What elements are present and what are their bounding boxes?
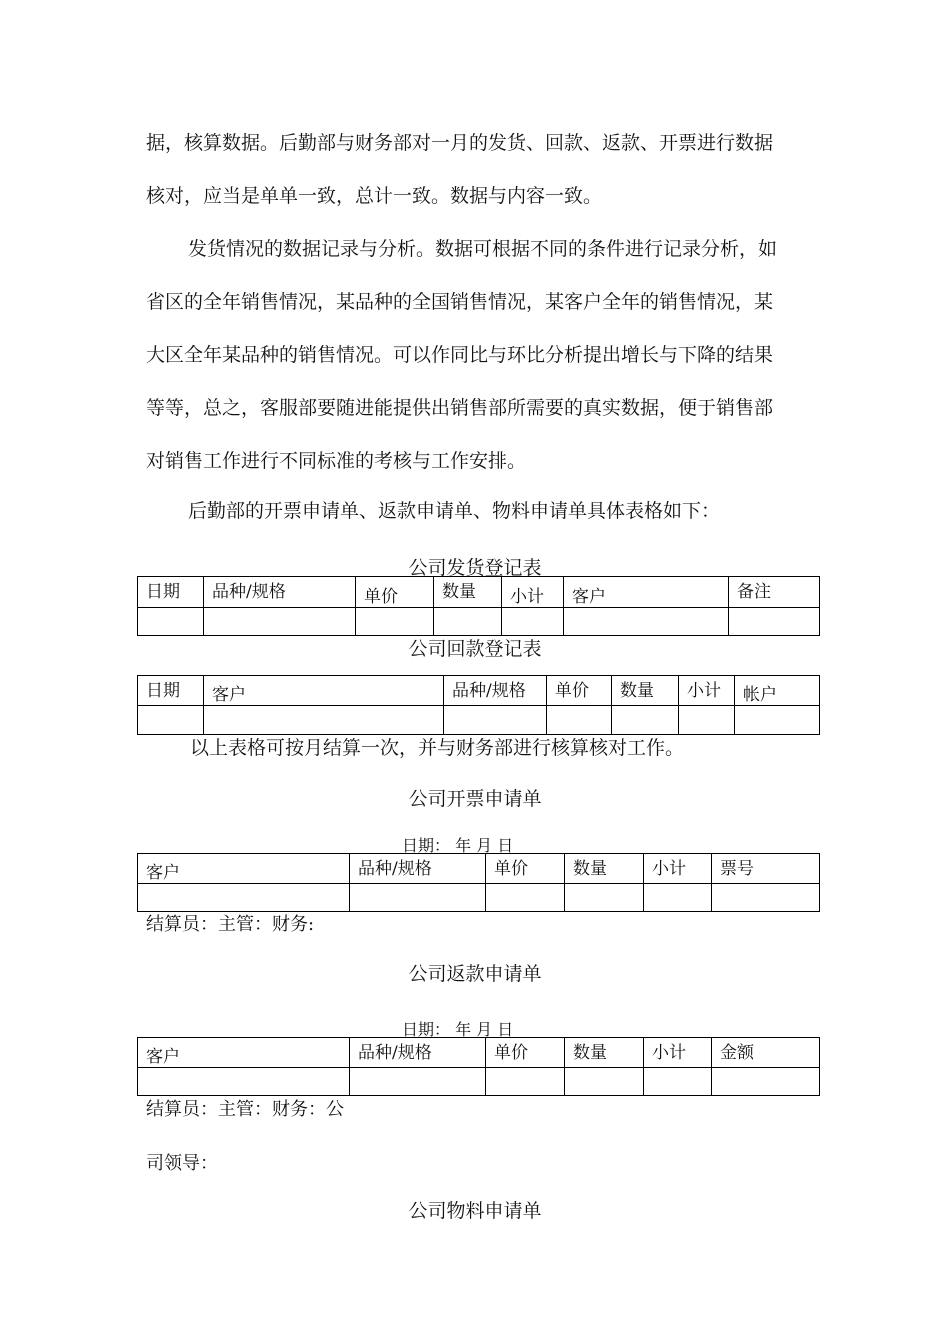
table-cell bbox=[356, 608, 434, 636]
header-cell: 单价 bbox=[486, 854, 565, 884]
header-cell: 数量 bbox=[565, 1038, 644, 1068]
header-cell: 客户 bbox=[204, 676, 444, 706]
table-header-row bbox=[138, 1038, 820, 1068]
table-cell bbox=[565, 1068, 644, 1096]
table-cell bbox=[612, 706, 679, 735]
table-row bbox=[138, 608, 820, 636]
table-cell bbox=[729, 608, 820, 636]
table-cell bbox=[565, 884, 644, 912]
table-header-row bbox=[138, 577, 820, 608]
table-header-row bbox=[138, 676, 820, 706]
header-cell: 小计 bbox=[502, 577, 564, 608]
header-cell: 品种/规格 bbox=[204, 577, 356, 608]
header-cell: 客户 bbox=[138, 1038, 350, 1068]
header-cell: 帐户 bbox=[735, 676, 820, 706]
rebate-form-title: 公司返款申请单 bbox=[408, 963, 542, 985]
table-cell bbox=[486, 1068, 565, 1096]
table-cell bbox=[434, 608, 502, 636]
table-cell bbox=[138, 608, 204, 636]
paragraph-line: 发货情况的数据记录与分析。数据可根据不同的条件进行记录分析，如 bbox=[188, 238, 778, 260]
invoice-signatures: 结算员：主管：财务: bbox=[146, 914, 315, 935]
table-cell bbox=[679, 706, 735, 735]
table-cell bbox=[735, 706, 820, 735]
header-cell: 客户 bbox=[138, 854, 350, 884]
monthly-note: 以上表格可按月结算一次，并与财务部进行核算核对工作。 bbox=[190, 737, 685, 759]
paragraph-line: 省区的全年销售情况，某品种的全国销售情况，某客户全年的销售情况，某 bbox=[146, 291, 774, 313]
header-cell: 客户 bbox=[564, 577, 729, 608]
table-row bbox=[138, 884, 820, 912]
table-row bbox=[138, 1068, 820, 1096]
header-cell: 票号 bbox=[712, 854, 820, 884]
table-cell bbox=[644, 884, 712, 912]
header-cell: 小计 bbox=[644, 854, 712, 884]
header-cell: 小计 bbox=[644, 1038, 712, 1068]
table-cell bbox=[547, 706, 612, 735]
header-cell: 品种/规格 bbox=[444, 676, 547, 706]
table-cell bbox=[138, 706, 204, 735]
invoice-table bbox=[137, 853, 820, 912]
header-cell: 品种/规格 bbox=[350, 854, 486, 884]
header-cell: 日期 bbox=[138, 676, 204, 706]
table-row bbox=[138, 706, 820, 735]
header-cell: 品种/规格 bbox=[350, 1038, 486, 1068]
table-cell bbox=[138, 1068, 350, 1096]
invoice-date-line: 日期： 年 月 日 bbox=[402, 836, 514, 855]
table-cell bbox=[350, 884, 486, 912]
header-cell: 数量 bbox=[612, 676, 679, 706]
table-cell bbox=[486, 884, 565, 912]
header-cell: 日期 bbox=[138, 577, 204, 608]
rebate-signatures: 结算员：主管：财务：公 bbox=[146, 1099, 344, 1120]
table-cell bbox=[138, 884, 350, 912]
rebate-signatures-continued: 司领导： bbox=[146, 1153, 218, 1174]
paragraph-line: 大区全年某品种的销售情况。可以作同比与环比分析提出增长与下降的结果 bbox=[146, 344, 774, 366]
invoice-form-title: 公司开票申请单 bbox=[408, 788, 542, 810]
shipping-table bbox=[137, 576, 820, 636]
paragraph-line: 等等，总之，客服部要随进能提供出销售部所需要的真实数据，便于销售部 bbox=[146, 397, 774, 419]
paragraph-line: 核对，应当是单单一致，总计一致。数据与内容一致。 bbox=[146, 185, 603, 207]
table-cell bbox=[502, 608, 564, 636]
shipping-table-title: 公司发货登记表 bbox=[408, 557, 542, 579]
paragraph-line: 对销售工作进行不同标准的考核与工作安排。 bbox=[146, 450, 527, 472]
table-cell bbox=[712, 1068, 820, 1096]
table-cell bbox=[444, 706, 547, 735]
header-cell: 单价 bbox=[547, 676, 612, 706]
header-cell: 数量 bbox=[565, 854, 644, 884]
table-cell bbox=[350, 1068, 486, 1096]
payment-table-title: 公司回款登记表 bbox=[408, 638, 542, 660]
table-cell bbox=[564, 608, 729, 636]
paragraph-line: 据，核算数据。后勤部与财务部对一月的发货、回款、返款、开票进行数据 bbox=[146, 132, 774, 154]
header-cell: 单价 bbox=[486, 1038, 565, 1068]
table-cell bbox=[204, 706, 444, 735]
material-form-title: 公司物料申请单 bbox=[408, 1200, 542, 1222]
table-cell bbox=[712, 884, 820, 912]
payment-table bbox=[137, 675, 820, 735]
header-cell: 数量 bbox=[434, 577, 502, 608]
table-header-row bbox=[138, 854, 820, 884]
table-cell bbox=[204, 608, 356, 636]
paragraph-line: 后勤部的开票申请单、返款申请单、物料申请单具体表格如下： bbox=[188, 500, 721, 522]
header-cell: 金额 bbox=[712, 1038, 820, 1068]
header-cell: 备注 bbox=[729, 577, 820, 608]
rebate-date-line: 日期： 年 月 日 bbox=[402, 1020, 514, 1039]
header-cell: 小计 bbox=[679, 676, 735, 706]
table-cell bbox=[644, 1068, 712, 1096]
header-cell: 单价 bbox=[356, 577, 434, 608]
rebate-table bbox=[137, 1037, 820, 1096]
